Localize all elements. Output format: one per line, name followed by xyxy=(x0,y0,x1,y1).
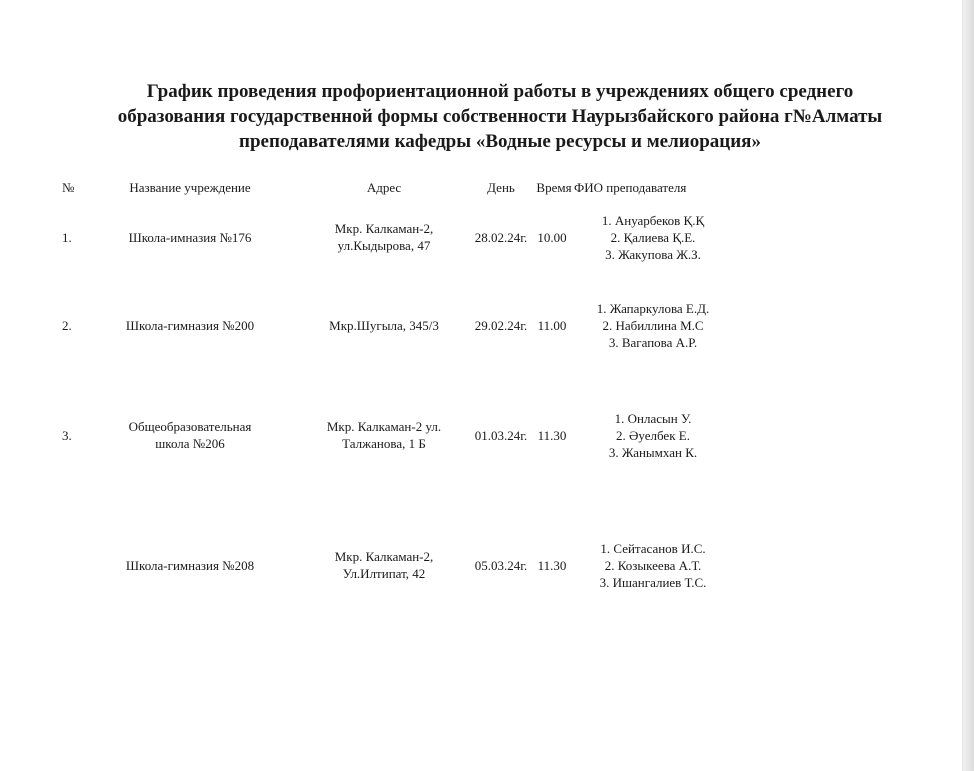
row-4-address-line-1: Мкр. Калкаман-2, xyxy=(334,549,434,564)
row-2-fio-3: 3. Вагапова А.Р. xyxy=(608,335,698,350)
row-3-name-line-1: Общеобразовательная xyxy=(128,419,252,434)
title-line-2: образования государственной формы собственности Наурызбайского района г№Алматы xyxy=(117,106,883,127)
row-4-day: 05.03.24г. xyxy=(474,558,528,573)
row-1-address-line-1: Мкр. Калкаман-2, xyxy=(334,221,434,236)
row-3-fio-1: 1. Онласын У. xyxy=(614,411,692,426)
page-edge-shadow xyxy=(962,0,974,771)
header-day: День xyxy=(487,180,515,195)
row-4-fio-2: 2. Козыкеева А.Т. xyxy=(604,558,702,573)
row-3-address-line-2: Талжанова, 1 Б xyxy=(342,436,426,451)
row-2-num: 2. xyxy=(62,318,72,333)
row-2-address-line-1: Мкр.Шугыла, 345/3 xyxy=(329,318,439,333)
row-1-time: 10.00 xyxy=(537,230,567,245)
row-4-fio-1: 1. Сейтасанов И.С. xyxy=(600,541,706,556)
row-3-name-line-2: школа №206 xyxy=(155,436,225,451)
row-2-fio-1: 1. Жапаркулова Е.Д. xyxy=(596,301,710,316)
row-4-time: 11.30 xyxy=(537,558,567,573)
document-title xyxy=(40,79,960,154)
row-4-address-line-2: Ул.Илтипат, 42 xyxy=(342,566,426,581)
row-4-name: Школа-гимназия №208 xyxy=(125,558,255,573)
row-1-num: 1. xyxy=(62,230,72,245)
row-4-fio-3: 3. Ишангалиев Т.С. xyxy=(599,575,707,590)
header-address: Адрес xyxy=(366,180,402,195)
title-line-3: преподавателями кафедры «Водные ресурсы и мелиорация» xyxy=(239,131,761,152)
row-2-time: 11.00 xyxy=(537,318,567,333)
row-1-name: Школа-имназия №176 xyxy=(128,230,252,245)
row-1-address-line-2: ул.Кыдырова, 47 xyxy=(337,238,431,253)
row-3-time: 11.30 xyxy=(537,428,567,443)
row-1-day: 28.02.24г. xyxy=(474,230,528,245)
row-2-fio-2: 2. Набиллина М.С xyxy=(602,318,704,333)
row-1-fio-2: 2. Қалиева Қ.Е. xyxy=(610,230,696,245)
row-2-day: 29.02.24г. xyxy=(474,318,528,333)
row-1-fio-1: 1. Ануарбеков Қ.Қ xyxy=(601,213,705,228)
row-2-name: Школа-гимназия №200 xyxy=(125,318,255,333)
header-num: № xyxy=(62,180,75,195)
row-1-fio-3: 3. Жакупова Ж.З. xyxy=(605,247,701,262)
row-3-address-line-1: Мкр. Калкаман-2 ул. xyxy=(326,419,442,434)
row-3-fio-2: 2. Әуелбек Е. xyxy=(616,428,690,443)
header-name: Название учреждение xyxy=(129,180,251,195)
title-line-1: График проведения профориентационной работы в учреждениях общего среднего xyxy=(146,81,854,102)
row-3-fio-3: 3. Жанымхан К. xyxy=(608,445,698,460)
row-3-num: 3. xyxy=(62,428,72,443)
row-3-day: 01.03.24г. xyxy=(474,428,528,443)
header-fio: ФИО преподавателя xyxy=(574,180,687,195)
header-time: Время xyxy=(536,180,572,195)
